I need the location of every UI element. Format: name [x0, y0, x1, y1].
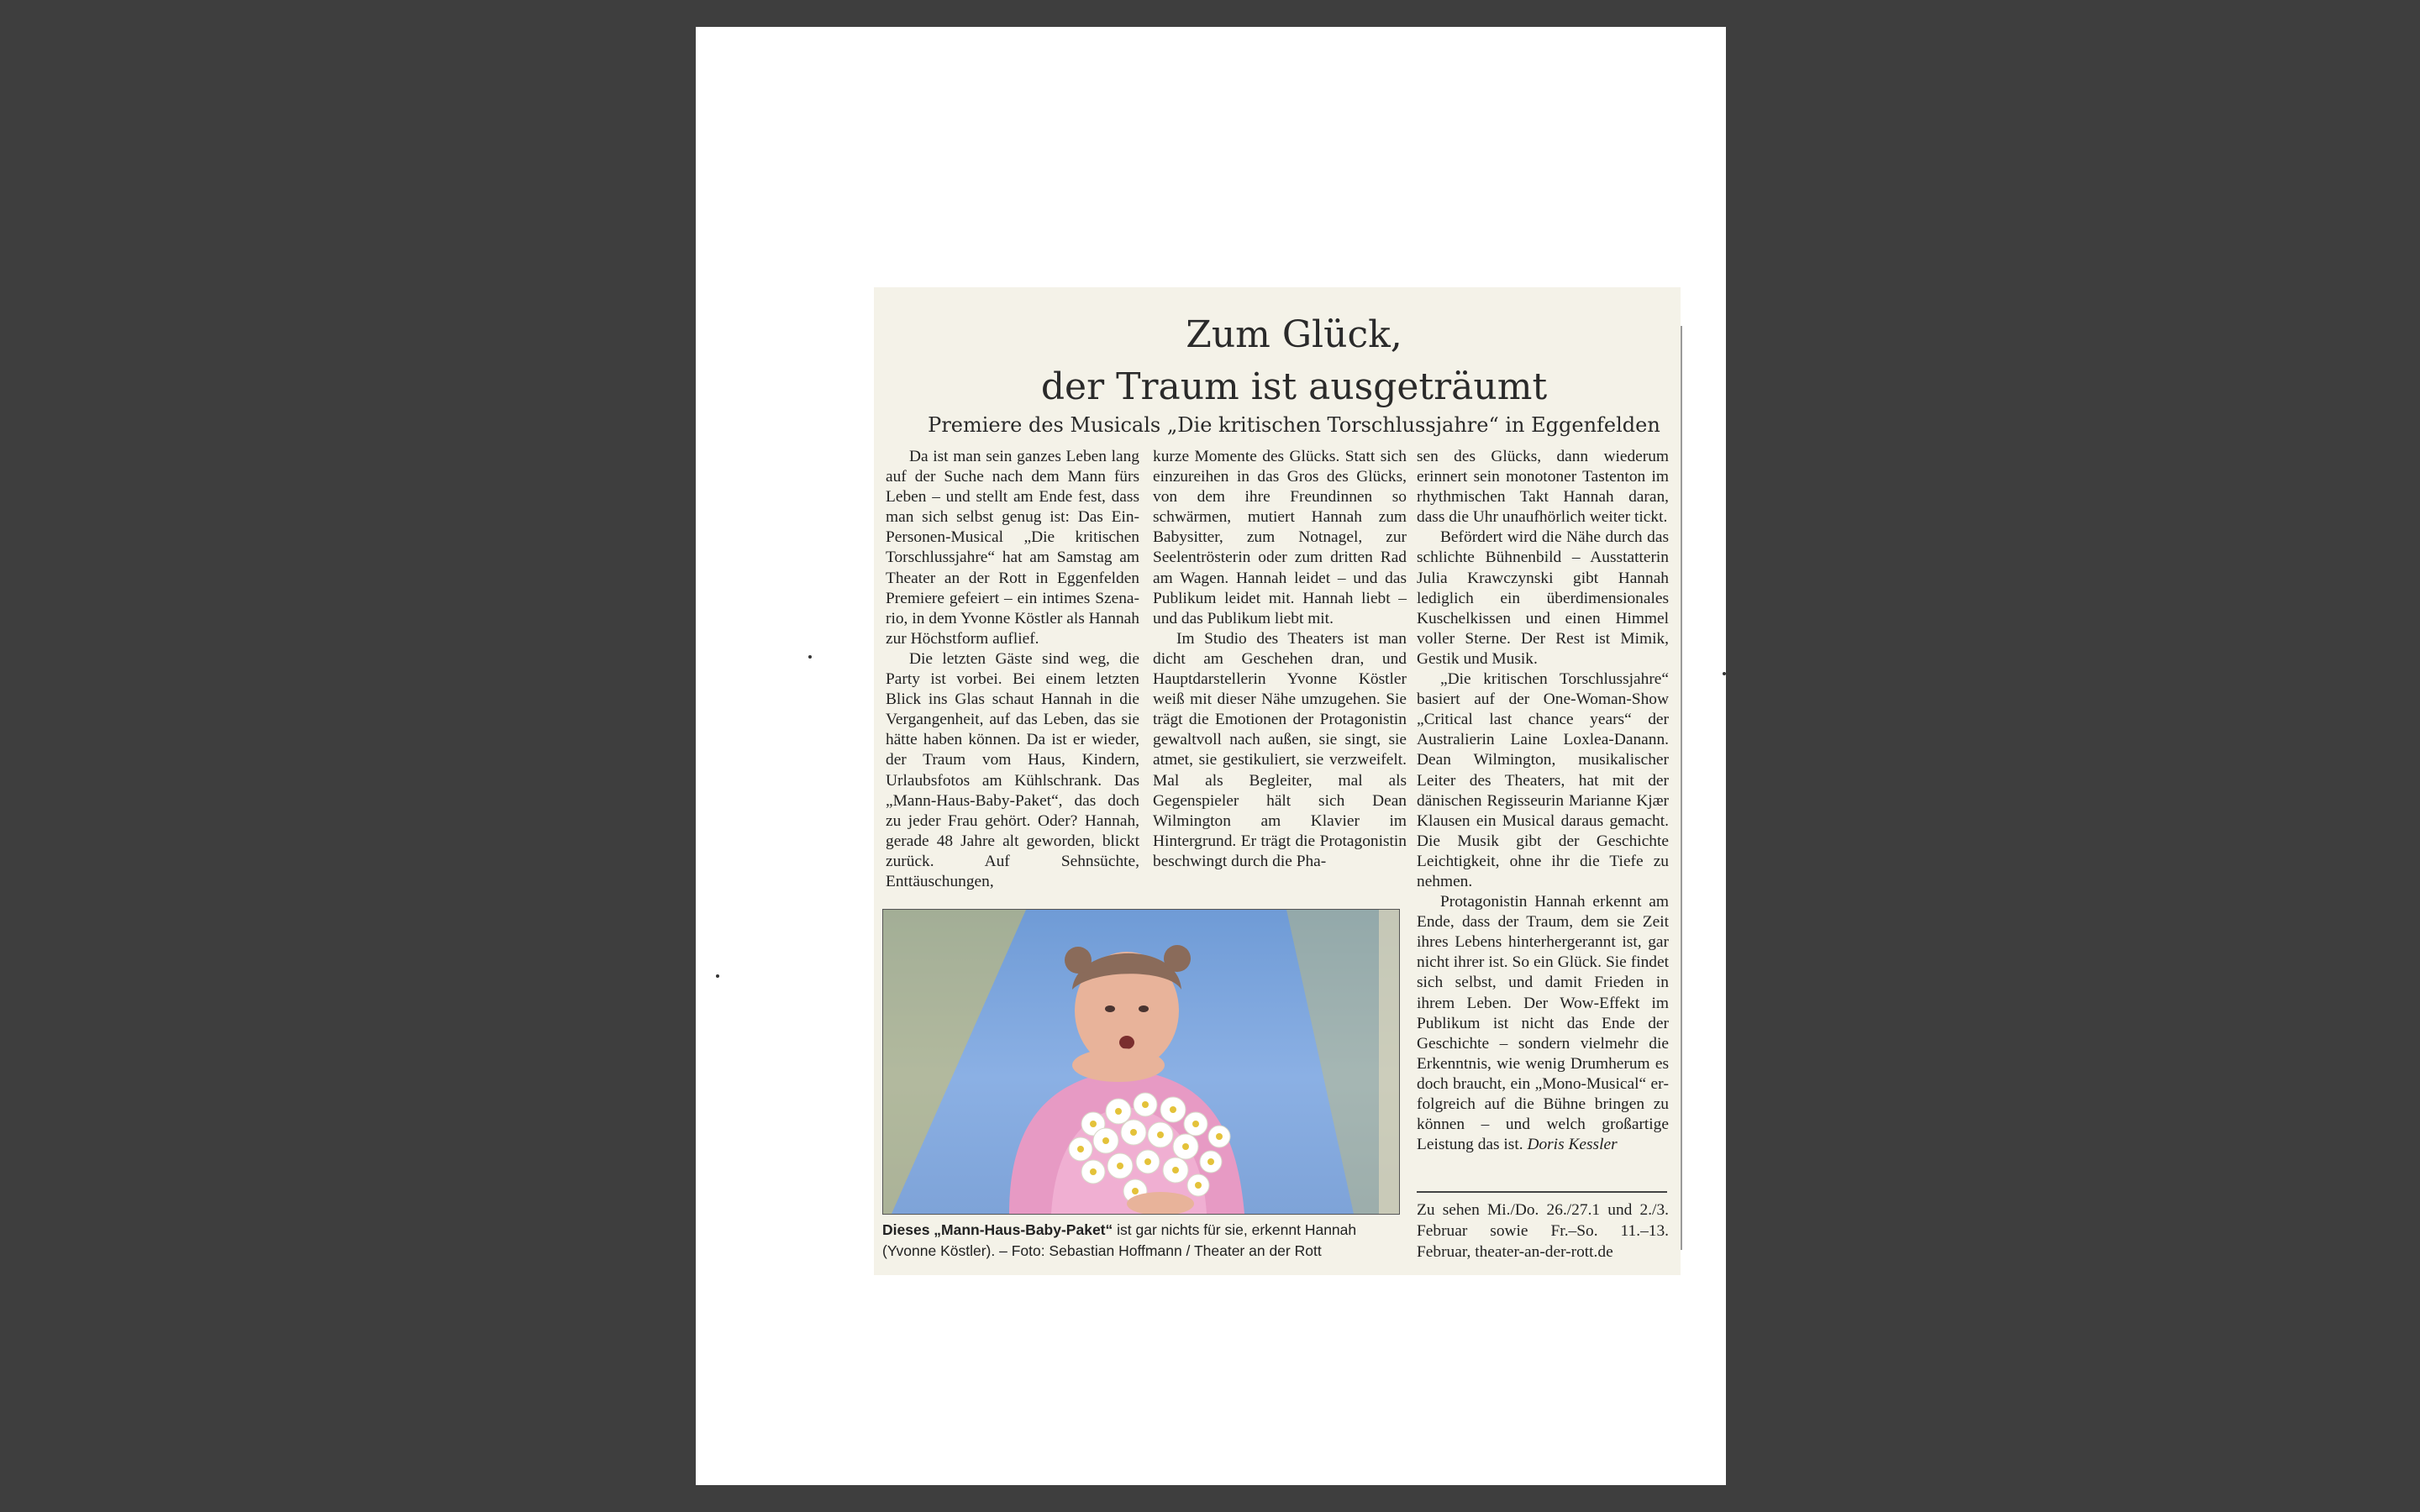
photo-caption	[882, 1220, 1400, 1262]
performer-with-flowers-image	[883, 910, 1399, 1214]
paragraph: Befördert wird die Nähe durch das schlichte Bühnenbild – Ausstatterin Julia Krawczynski gibt Hannah lediglich ein überdimensionales Kuschelkissen und einen Himmel voller Sterne. Der Rest ist Mimik, Gestik und Musik.	[1417, 528, 1669, 668]
paragraph: Im Studio des Theaters ist man dicht am Geschehen dran, und Hauptdarstellerin Yvonne Köstler weiß mit dieser Nähe umzugehen. Sie trägt die Emotionen der Protagonistin gewaltvoll nach außen, sie singt, sie atmet, sie gestikuliert, sie verzweifelt. Mal als Begleiter, mal als Gegenspieler hält sich Dean Wilmington am Klavier im Hintergrund. Er trägt die Protagonistin beschwingt durch die Pha-	[1153, 629, 1407, 870]
headline	[992, 309, 1597, 413]
paragraph: Die letzten Gäste sind weg, die Party ist vorbei. Bei einem letzten Blick ins Glas schaut Hannah in die Vergangenheit, auf das Leben, das sie hätte haben können. Da ist er wieder, der Traum vom Haus, Kindern, Urlaubsfotos am Kühlschrank. Das „Mann-Haus-Baby-Paket“, das doch zu jeder Frau gehört. Oder? Hannah, gerade 48 Jahre alt geworden, blickt zurück. Auf Sehnsüchte, Enttäuschungen,	[886, 649, 1139, 890]
paragraph-text: Protagonistin Hannah erkennt am Ende, dass der Traum, dem sie Zeit ihres Lebens hinterhergerannt ist, gar nicht ihrer ist. So ein Glück. Sie findet sich selbst, und damit Frieden in ihrem Leben. Der Wow-Effekt im Publikum ist nicht das Ende der Geschichte – sondern vielmehr die Erkenntnis, wie wenig Drumherum es doch braucht, ein „Mono-Musical“ erfolgreich auf die Bühne bringen zu können – und welch großartige Leistung das ist.	[1417, 893, 1669, 1154]
column-rule	[1681, 326, 1682, 1250]
caption-lead: Dieses „Mann-Haus-Baby-Paket“	[882, 1221, 1113, 1238]
paragraph: sen des Glücks, dann wiederum erinnert sein monotoner Tastenton im rhythmischen Takt Hannah daran, dass die Uhr unaufhörlich weiter tickt.	[1417, 448, 1669, 527]
scan-speck	[716, 974, 719, 978]
paragraph: Da ist man sein ganzes Leben lang auf der Suche nach dem Mann fürs Leben – und stellt am Ende fest, dass man sich selbst genug ist: Das Ein-Personen-Musical „Die kritischen Torschlussjahre“ hat am Samstag am Theater an der Rott in Eggenfelden Premiere gefeiert – ein intimes Szenario, in dem Yvonne Köstler als Hannah zur Höchstform auflief.	[886, 448, 1139, 648]
scan-speck	[808, 655, 812, 659]
article-column-1	[886, 447, 1139, 892]
article-column-2	[1153, 447, 1407, 872]
article-column-3	[1417, 447, 1669, 1155]
paragraph	[1417, 892, 1669, 1155]
author-byline: Doris Kessler	[1527, 1136, 1618, 1154]
article-photo	[882, 909, 1400, 1215]
dates-divider	[1417, 1191, 1667, 1193]
headline-line-2: der Traum ist ausgeträumt	[1040, 365, 1548, 408]
subheadline: Premiere des Musicals „Die kritischen Torschlussjahre“ in Eggenfelden	[928, 413, 1660, 437]
paragraph: kurze Momente des Glücks. Statt sich einzureihen in das Gros des Glücks, von dem ihre Freundinnen so schwärmen, mutiert Hannah zum Babysitter, zum Notnagel, zur Seelentrösterin oder zum dritten Rad am Wagen. Hannah leidet – und das Publikum leidet mit. Hannah liebt – und das Publikum liebt mit.	[1153, 448, 1407, 627]
caption-text: ist gar nichts für sie, erkennt Hannah (Yvonne Köstler). – Foto: Sebastian Hoffmann / Theater an der Rott	[882, 1221, 1357, 1259]
paragraph: „Die kritischen Torschlussjahre“ basiert auf der One-Woman-Show „Critical last chance years“ der Australierin Laine Loxlea-Danann. Dean Wilmington, musikalischer Leiter des Theaters, hat mit der dänischen Regisseurin Marianne Kjær Klausen ein Musical daraus gemacht. Die Musik gibt der Geschichte Leichtigkeit, ohne ihr die Tiefe zu nehmen.	[1417, 670, 1669, 890]
headline-line-1: Zum Glück,	[1186, 313, 1402, 356]
performance-dates: Zu sehen Mi./Do. 26./27.1 und 2./3. Februar sowie Fr.–So. 11.–13. Februar, theater-an-der-rott.de	[1417, 1201, 1669, 1261]
scan-speck	[1723, 672, 1726, 675]
